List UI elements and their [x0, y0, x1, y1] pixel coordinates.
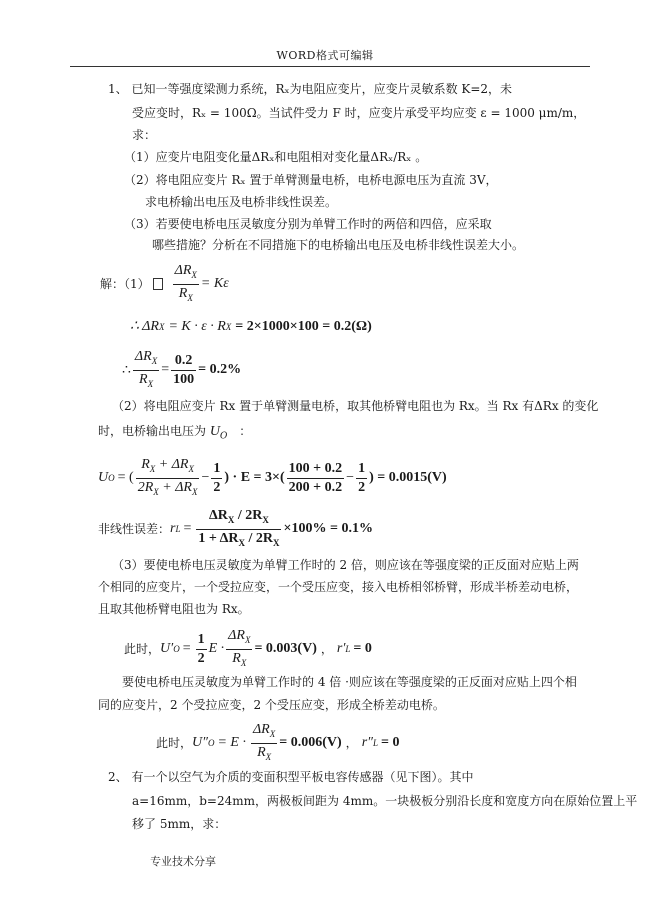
q1-sub3a: （3）若要使电桥电压灵敏度分别为单臂工作时的两倍和四倍，应采取	[124, 217, 492, 231]
eq6	[124, 627, 372, 672]
p4b: 同的应变片，2 个受拉应变，2 个受压应变，形成全桥差动电桥。	[98, 698, 445, 712]
q1-line2: 受应变时，Rₓ = 100Ω。当试件受力 F 时，应变片承受平均应变 ε = 1000 μm/m，	[132, 106, 586, 120]
eq3-num-sub: X	[151, 355, 158, 366]
eq4-f3-num: 100 + 0.2	[287, 460, 344, 479]
eq7-eq: = E ·	[217, 735, 246, 751]
eq4-f4-den: 2	[358, 479, 366, 495]
eq4	[98, 456, 447, 501]
eq5-lhs: r	[170, 521, 176, 537]
q1-sub2b: 求电桥输出电压及电桥非线性误差。	[145, 195, 338, 209]
p2b-text: 时，电桥输出电压为	[98, 424, 207, 438]
eq6-lhs: U′	[160, 641, 174, 657]
eq5-num-tail-sub: X	[262, 514, 269, 525]
eq7-r-sub: L	[372, 738, 378, 749]
eq4-result: ) = 0.0015(V)	[369, 470, 447, 486]
eq5-label: 非线性误差：	[98, 522, 171, 537]
eq6-sep: ，	[320, 642, 333, 657]
eq4-f1-num-tail: + ΔR	[155, 457, 189, 472]
eq4-f3-den: 200 + 0.2	[288, 479, 343, 495]
eq4-f2-den: 2	[213, 479, 221, 495]
eq6-r: r′	[336, 641, 346, 657]
q1-sub3b: 哪些措施？分析在不同措施下的电桥输出电压及电桥非线性误差大小。	[152, 238, 525, 252]
q1-sub2a: （2）将电阻应变片 Rₓ 置于单臂测量电桥，电桥电源电压为直流 3V，	[124, 173, 498, 187]
eq5-den-sub: X	[238, 537, 245, 548]
eq1-fraction	[173, 262, 199, 307]
eq4-lhs-sub: O	[108, 473, 115, 484]
eq6-half	[196, 631, 207, 668]
q2-line3: 移了 5mm，求：	[132, 817, 227, 831]
eq6-r-sub: L	[345, 644, 351, 655]
checkbox-glyph	[153, 278, 163, 290]
eq4-open: = (	[117, 470, 134, 486]
eq4-close: ) · E = 3×(	[224, 470, 285, 486]
eq3-den-sub: X	[147, 378, 154, 389]
eq6-num: ΔR	[228, 628, 245, 643]
eq4-f1-num-sub: X	[149, 463, 156, 474]
p3b: 个相同的应变片，一个受拉应变，一个受压应变，接入电桥相邻桥臂，形成半桥差动电桥，	[98, 580, 579, 594]
eq3: ∴ $\frac{\Delta R_X}{R_X}$ = $\frac{0.2}{100}$ = 0.2%	[122, 348, 241, 393]
eq4-f1	[136, 456, 200, 501]
eq3-result: = 0.2%	[198, 362, 242, 378]
eq4-f4	[356, 460, 367, 497]
p2b	[98, 422, 251, 445]
eq4-f2-num: 1	[211, 460, 222, 479]
eq5-den-tail: / 2R	[244, 530, 273, 546]
q1-sub1: （1）应变片电阻变化量ΔRₓ和电阻相对变化量ΔRₓ/Rₓ 。	[124, 150, 428, 164]
eq7-label: 此时，	[156, 736, 193, 751]
page-footer: 专业技术分享	[150, 855, 216, 868]
eq6-label: 此时，	[124, 642, 161, 657]
eq4-minus2: −	[346, 470, 355, 486]
q1-line1: 1、 已知一等强度梁测力系统，Rₓ为电阻应变片，应变片灵敏系数 K=2，未	[108, 82, 513, 96]
eq4-f2	[211, 460, 222, 497]
q1-line3: 求：	[132, 128, 157, 142]
eq1-num-sub: X	[191, 269, 197, 280]
eq6-num-sub: X	[244, 634, 251, 645]
eq6-result: = 0.003(V)	[254, 641, 317, 657]
eq4-f1-den: 2R	[137, 479, 154, 495]
eq6-half-den: 2	[197, 650, 205, 666]
eq3-mid-num: 0.2	[171, 352, 196, 371]
eq2	[130, 318, 372, 335]
eq4-f1-num-tail-sub: X	[188, 463, 194, 474]
eq7-sep: ，	[345, 736, 358, 751]
eq7	[156, 721, 399, 766]
eq1-num: ΔR	[174, 263, 192, 278]
p2a: （2）将电阻应变片 Rx 置于单臂测量电桥，取其他桥臂电阻也为 Rx。当 Rx 有ΔRx 的变化	[112, 399, 599, 413]
eq5-num-sub: X	[227, 514, 235, 525]
p2b-var-sub: O	[219, 431, 228, 442]
eq7-fraction	[251, 721, 277, 766]
eq2-result: = 2×1000×100 = 0.2(Ω)	[235, 318, 372, 334]
eq2-lead-sub: X	[158, 321, 165, 332]
eq5	[98, 507, 373, 552]
solution-label: 解：（1）	[100, 277, 150, 292]
eq6-lhs-sub: O	[173, 644, 180, 655]
eq6-den: R	[232, 650, 241, 666]
eq4-minus: −	[201, 470, 210, 486]
eq4-f1-den-tail-sub: X	[191, 486, 198, 497]
eq5-result: ×100% = 0.1%	[283, 521, 373, 537]
eq7-lhs: U″	[192, 735, 208, 751]
eq6-den-sub: X	[240, 657, 247, 668]
eq4-f1-den-sub: X	[153, 486, 159, 497]
eq5-num: ΔR	[208, 508, 228, 523]
eq4-f1-den-tail: + ΔR	[158, 479, 192, 495]
eq3-num: ΔR	[134, 349, 152, 364]
eq5-eq: =	[183, 521, 192, 537]
eq6-fraction	[226, 627, 252, 672]
eq7-r: r″	[361, 735, 373, 751]
eq6-half-num: 1	[196, 631, 207, 650]
eq7-den: R	[257, 744, 266, 760]
eq1-den: R	[178, 285, 188, 301]
eq5-den: 1 + ΔR	[198, 530, 239, 546]
eq1-rhs: = Kε	[200, 276, 229, 292]
eq7-den-sub: X	[265, 751, 272, 762]
eq4-f4-num: 1	[356, 460, 367, 479]
q2-line2: a=16mm，b=24mm，两极板间距为 4mm。一块极板分别沿长度和宽度方向在原始位置上平	[132, 794, 638, 808]
eq5-fraction	[196, 507, 281, 552]
p2b-var: U	[209, 424, 220, 439]
eq4-lhs: U	[98, 470, 109, 486]
eq5-lhs-sub: L	[175, 524, 181, 535]
p4a: 要使电桥电压灵敏度为单臂工作时的 4 倍 ·则应该在等强度梁的正反面对应贴上四个相	[122, 675, 577, 689]
eq3-den: R	[139, 371, 148, 387]
p3a: （3）要使电桥电压灵敏度为单臂工作时的 2 倍，则应该在等强度梁的正反面对应贴上两	[112, 558, 579, 572]
q2-line1: 2、 有一个以空气为介质的变面积型平板电容传感器（见下图）。其中	[108, 770, 474, 784]
eq6-eq: =	[182, 641, 191, 657]
eq7-lhs-sub: O	[207, 738, 215, 749]
eq7-r-val: = 0	[380, 735, 400, 751]
eq4-f1-num: R	[141, 457, 150, 472]
eq5-den-tail-sub: X	[272, 537, 280, 548]
page-header: WORD格式可编辑	[276, 49, 374, 62]
eq4-f3	[287, 460, 344, 497]
eq7-result: = 0.006(V)	[279, 735, 342, 751]
eq2-rhs: = K · ε · R	[168, 318, 226, 334]
eq3-mid-den: 100	[173, 371, 195, 387]
p2b-end: ：	[239, 424, 252, 438]
eq5-num-tail: / 2R	[234, 508, 263, 523]
eq2-rhs-sub: X	[225, 321, 232, 332]
eq1-den-sub: X	[187, 292, 193, 303]
eq3-lead: ∴	[122, 362, 131, 378]
p3c: 且取其他桥臂电阻也为 Rx。	[98, 602, 250, 616]
eq1	[100, 262, 229, 307]
eq7-num-sub: X	[269, 728, 276, 739]
header-rule	[70, 66, 590, 67]
eq3-mid-fraction	[171, 352, 196, 389]
eq3-fraction	[133, 348, 159, 393]
eq7-num: ΔR	[252, 722, 270, 737]
eq6-mid: E ·	[208, 641, 225, 657]
eq6-r-val: = 0	[353, 641, 372, 657]
eq2-lead: ∴ ΔR	[130, 319, 159, 334]
